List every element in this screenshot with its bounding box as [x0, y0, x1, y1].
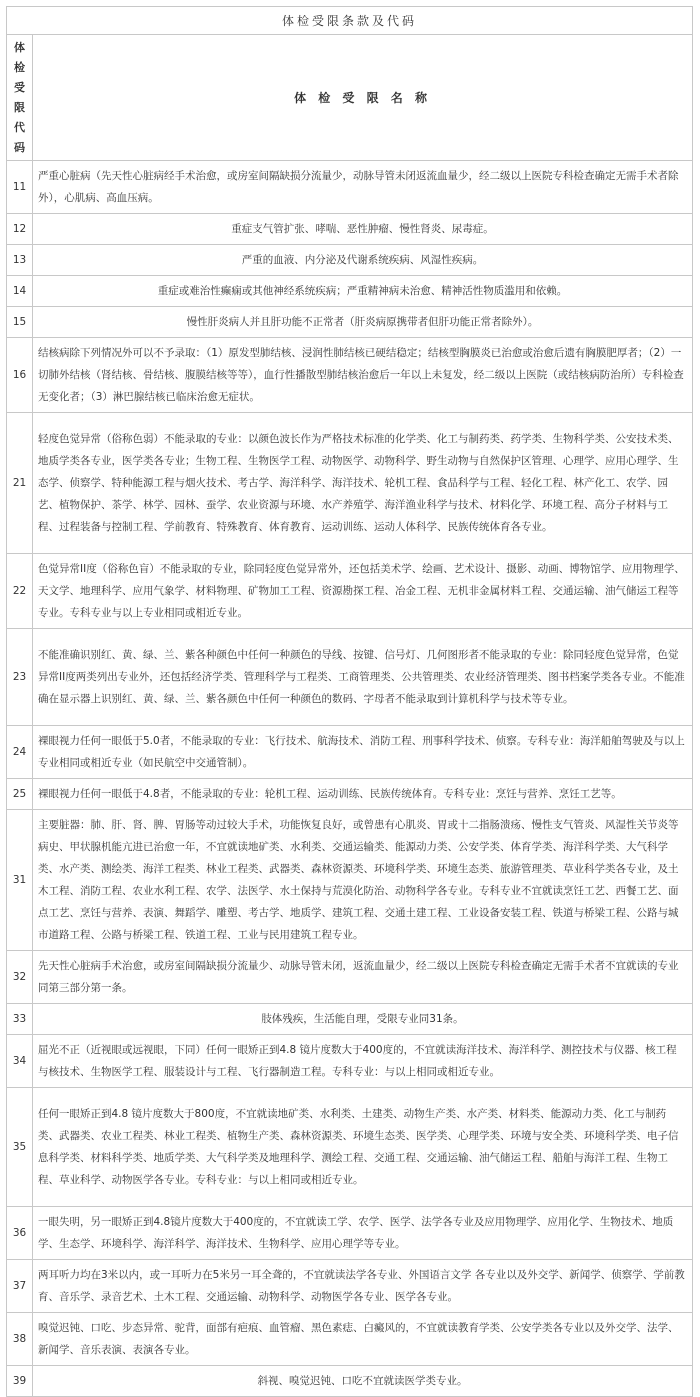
row-code: 34: [7, 1035, 33, 1088]
row-text: 两耳听力均在3米以内，或一耳听力在5米另一耳全聋的，不宜就读法学各专业、外国语言文学 各专业以及外交学、新闻学、侦察学、学前教育、音乐学、录音艺术、土木工程、交通运输、动物科学、动物医学各专业、医学各专业。: [33, 1260, 693, 1313]
row-text: 裸眼视力任何一眼低于5.0者，不能录取的专业：飞行技术、航海技术、消防工程、刑事科学技术、侦察。专科专业：海洋船舶驾驶及与以上专业相同或相近专业（如民航空中交通管制）。: [33, 726, 693, 779]
table-row: [7, 951, 693, 1004]
row-code: 22: [7, 554, 33, 629]
row-text: 斜视、嗅觉迟钝、口吃不宜就读医学类专业。: [33, 1366, 693, 1397]
restriction-table: [6, 6, 693, 1397]
table-row: [7, 1260, 693, 1313]
row-code: 31: [7, 810, 33, 951]
row-text: 任何一眼矫正到4.8 镜片度数大于800度，不宜就读地矿类、水利类、土建类、动物生产类、水产类、材料类、能源动力类、化工与制药类、武器类、农业工程类、林业工程类、植物生产类、森林资源类、环境生态类、医学类、心理学类、环境与安全类、环境科学类、电子信息科学类、材料科学类、地质学类、大气科学类及地理科学、测绘工程、交通工程、交通运输、油气储运工程、船舶与海洋工程、生物工程、草业科学、动物医学各专业。专科专业：与以上相同或相近专业。: [33, 1088, 693, 1207]
row-text: 一眼失明，另一眼矫正到4.8镜片度数大于400度的，不宜就读工学、农学、医学、法学各专业及应用物理学、应用化学、生物技术、地质学、生态学、环境科学、海洋科学、海洋技术、生物科学、应用心理学等专业。: [33, 1207, 693, 1260]
row-code: 24: [7, 726, 33, 779]
table-row: [7, 245, 693, 276]
name-column-header: 体 检 受 限 名 称: [33, 35, 693, 161]
row-code: 36: [7, 1207, 33, 1260]
code-header-char: 限: [14, 100, 25, 114]
row-code: 13: [7, 245, 33, 276]
row-text: 屈光不正（近视眼或远视眼，下同）任何一眼矫正到4.8 镜片度数大于400度的，不宜就读海洋技术、海洋科学、测控技术与仪器、核工程与核技术、生物医学工程、服装设计与工程、飞行器制造工程。专科专业：与以上相同或相近专业。: [33, 1035, 693, 1088]
row-code: 11: [7, 161, 33, 214]
table-row: [7, 1207, 693, 1260]
row-code: 15: [7, 307, 33, 338]
table-row: [7, 413, 693, 554]
table-row: [7, 629, 693, 726]
row-code: 32: [7, 951, 33, 1004]
header-row: [7, 35, 693, 161]
row-code: 14: [7, 276, 33, 307]
row-text: 重症或难治性癫痫或其他神经系统疾病；严重精神病未治愈、精神活性物质滥用和依赖。: [33, 276, 693, 307]
row-code: 35: [7, 1088, 33, 1207]
row-code: 39: [7, 1366, 33, 1397]
code-header-char: 码: [14, 140, 25, 154]
code-header-char: 受: [14, 80, 25, 94]
row-text: 轻度色觉异常（俗称色弱）不能录取的专业：以颜色波长作为严格技术标准的化学类、化工与制药类、药学类、生物科学类、公安技术类、地质学类各专业，医学类各专业；生物工程、生物医学工程、动物医学、动物科学、野生动物与自然保护区管理、心理学、应用心理学、生态学、侦察学、特种能源工程与烟火技术、考古学、海洋科学、海洋技术、轮机工程、食品科学与工程、轻化工程、林产化工、农学、园艺、植物保护、茶学、林学、园林、蚕学、农业资源与环境、水产养殖学、海洋渔业科学与技术、材料化学、环境工程、高分子材料与工程、过程装备与控制工程、学前教育、特殊教育、体育教育、运动训练、运动人体科学、民族传统体育各专业。: [33, 413, 693, 554]
row-code: 21: [7, 413, 33, 554]
row-code: 38: [7, 1313, 33, 1366]
row-code: 12: [7, 214, 33, 245]
row-code: 23: [7, 629, 33, 726]
row-code: 25: [7, 779, 33, 810]
row-code: 37: [7, 1260, 33, 1313]
code-header-char: 代: [14, 120, 25, 134]
row-text: 裸眼视力任何一眼低于4.8者，不能录取的专业：轮机工程、运动训练、民族传统体育。专科专业：烹饪与营养、烹饪工艺等。: [33, 779, 693, 810]
table-row: [7, 810, 693, 951]
row-text: 色觉异常II度（俗称色盲）不能录取的专业，除同轻度色觉异常外，还包括美术学、绘画、艺术设计、摄影、动画、博物馆学、应用物理学、天文学、地理科学、应用气象学、材料物理、矿物加工工程、资源勘探工程、冶金工程、无机非金属材料工程、交通运输、油气储运工程等专业。专科专业与以上专业相同或相近专业。: [33, 554, 693, 629]
table-row: [7, 1004, 693, 1035]
row-text: 慢性肝炎病人并且肝功能不正常者（肝炎病原携带者但肝功能正常者除外）。: [33, 307, 693, 338]
table-row: [7, 276, 693, 307]
table-title: 体检受限条款及代码: [7, 7, 693, 35]
table-row: [7, 779, 693, 810]
restriction-table-frame: [6, 6, 692, 1397]
row-text: 结核病除下列情况外可以不予录取：（1）原发型肺结核、浸润性肺结核已硬结稳定；结核型胸膜炎已治愈或治愈后遗有胸膜肥厚者；（2）一切肺外结核（肾结核、骨结核、腹膜结核等等），血行性播散型肺结核治愈后一年以上未复发，经二级以上医院（或结核病防治所）专科检查无变化者；（3）淋巴腺结核已临床治愈无症状。: [33, 338, 693, 413]
table-row: [7, 554, 693, 629]
row-text: 主要脏器：肺、肝、肾、脾、胃肠等动过较大手术，功能恢复良好，或曾患有心肌炎、胃或十二指肠溃疡、慢性支气管炎、风湿性关节炎等病史、甲状腺机能亢进已治愈一年，不宜就读地矿类、水利类、交通运输类、能源动力类、公安学类、体育学类、海洋科学类、大气科学类、水产类、测绘类、海洋工程类、林业工程类、武器类、森林资源类、环境科学类、环境生态类、旅游管理类、草业科学类各专业，及土木工程、消防工程、农业水利工程、农学、法医学、水土保持与荒漠化防治、动物科学各专业。专科专业不宜就读烹饪工艺、西餐工艺、面点工艺、烹饪与营养、表演、舞蹈学、雕塑、考古学、地质学、建筑工程、交通土建工程、工业设备安装工程、铁道与桥梁工程、公路与城市道路工程、公路与桥梁工程、铁道工程、工业与民用建筑工程专业。: [33, 810, 693, 951]
code-header-char: 检: [14, 60, 25, 74]
table-row: [7, 1088, 693, 1207]
code-column-header: [7, 35, 33, 161]
row-text: 重症支气管扩张、哮喘、恶性肿瘤、慢性肾炎、尿毒症。: [33, 214, 693, 245]
row-text: 先天性心脏病手术治愈，或房室间隔缺损分流量少、动脉导管未闭，返流血量少，经二级以上医院专科检查确定无需手术者不宜就读的专业同第三部分第一条。: [33, 951, 693, 1004]
table-row: [7, 338, 693, 413]
table-row: [7, 1035, 693, 1088]
table-row: [7, 214, 693, 245]
title-row: [7, 7, 693, 35]
row-text: 严重心脏病（先天性心脏病经手术治愈，或房室间隔缺损分流量少，动脉导管未闭返流血量少，经二级以上医院专科检查确定无需手术者除外），心肌病、高血压病。: [33, 161, 693, 214]
row-code: 16: [7, 338, 33, 413]
row-text: 嗅觉迟钝、口吃、步态异常、驼背，面部有疤痕、血管瘤、黑色素痣、白癜风的，不宜就读教育学类、公安学类各专业以及外交学、法学、新闻学、音乐表演、表演各专业。: [33, 1313, 693, 1366]
table-row: [7, 307, 693, 338]
table-row: [7, 1313, 693, 1366]
row-code: 33: [7, 1004, 33, 1035]
table-row: [7, 726, 693, 779]
code-header-char: 体: [14, 40, 25, 54]
row-text: 严重的血液、内分泌及代谢系统疾病、风湿性疾病。: [33, 245, 693, 276]
row-text: 不能准确识别红、黄、绿、兰、紫各种颜色中任何一种颜色的导线、按键、信号灯、几何图形者不能录取的专业：除同轻度色觉异常，色觉异常II度两类列出专业外，还包括经济学类、管理科学与工程类、工商管理类、公共管理类、农业经济管理类、图书档案学类各专业。不能准确在显示器上识别红、黄、绿、兰、紫各颜色中任何一种颜色的数码、字母者不能录取到计算机科学与技术等专业。: [33, 629, 693, 726]
table-row: [7, 161, 693, 214]
table-row: [7, 1366, 693, 1397]
row-text: 肢体残疾，生活能自理，受限专业同31条。: [33, 1004, 693, 1035]
